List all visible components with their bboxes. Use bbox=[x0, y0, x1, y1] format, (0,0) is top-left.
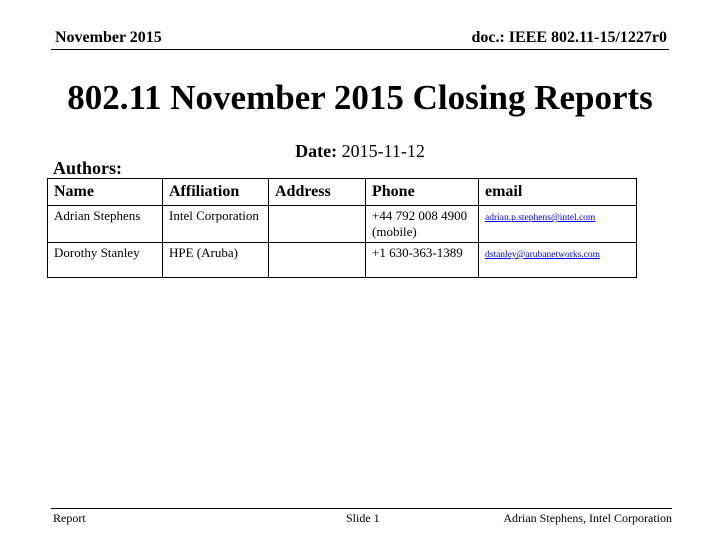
slide-title: 802.11 November 2015 Closing Reports bbox=[67, 78, 653, 117]
author-affiliation: Intel Corporation bbox=[163, 206, 269, 243]
column-header-phone: Phone bbox=[366, 179, 479, 206]
footer-slide-number: Slide 1 bbox=[346, 511, 380, 525]
authors-label: Authors: bbox=[53, 158, 123, 178]
table-row bbox=[48, 206, 637, 243]
author-phone: +1 630-363-1389 bbox=[366, 243, 479, 278]
author-email-cell bbox=[479, 243, 637, 278]
author-email-link[interactable]: dstanley@arubanetworks.com bbox=[485, 250, 601, 260]
header-divider bbox=[51, 49, 669, 50]
author-email-cell bbox=[479, 206, 637, 243]
author-name: Dorothy Stanley bbox=[48, 243, 163, 278]
date-value: 2015-11-12 bbox=[341, 141, 425, 161]
author-name: Adrian Stephens bbox=[48, 206, 163, 243]
header-doc-id: doc.: IEEE 802.11-15/1227r0 bbox=[471, 29, 667, 46]
author-phone: +44 792 008 4900 (mobile) bbox=[366, 206, 479, 243]
table-row bbox=[48, 243, 637, 278]
author-affiliation: HPE (Aruba) bbox=[163, 243, 269, 278]
column-header-email: email bbox=[479, 179, 637, 206]
author-address bbox=[269, 243, 366, 278]
header-date: November 2015 bbox=[55, 29, 162, 46]
date-label: Date: bbox=[295, 141, 338, 161]
author-address bbox=[269, 206, 366, 243]
column-header-name: Name bbox=[48, 179, 163, 206]
author-email-link[interactable]: adrian.p.stephens@intel.com bbox=[485, 213, 596, 223]
column-header-address: Address bbox=[269, 179, 366, 206]
authors-table bbox=[47, 178, 637, 278]
footer-author: Adrian Stephens, Intel Corporation bbox=[503, 511, 672, 525]
footer-report: Report bbox=[53, 511, 86, 525]
column-header-affiliation: Affiliation bbox=[163, 179, 269, 206]
footer-divider bbox=[51, 508, 672, 509]
table-header-row bbox=[48, 179, 637, 206]
